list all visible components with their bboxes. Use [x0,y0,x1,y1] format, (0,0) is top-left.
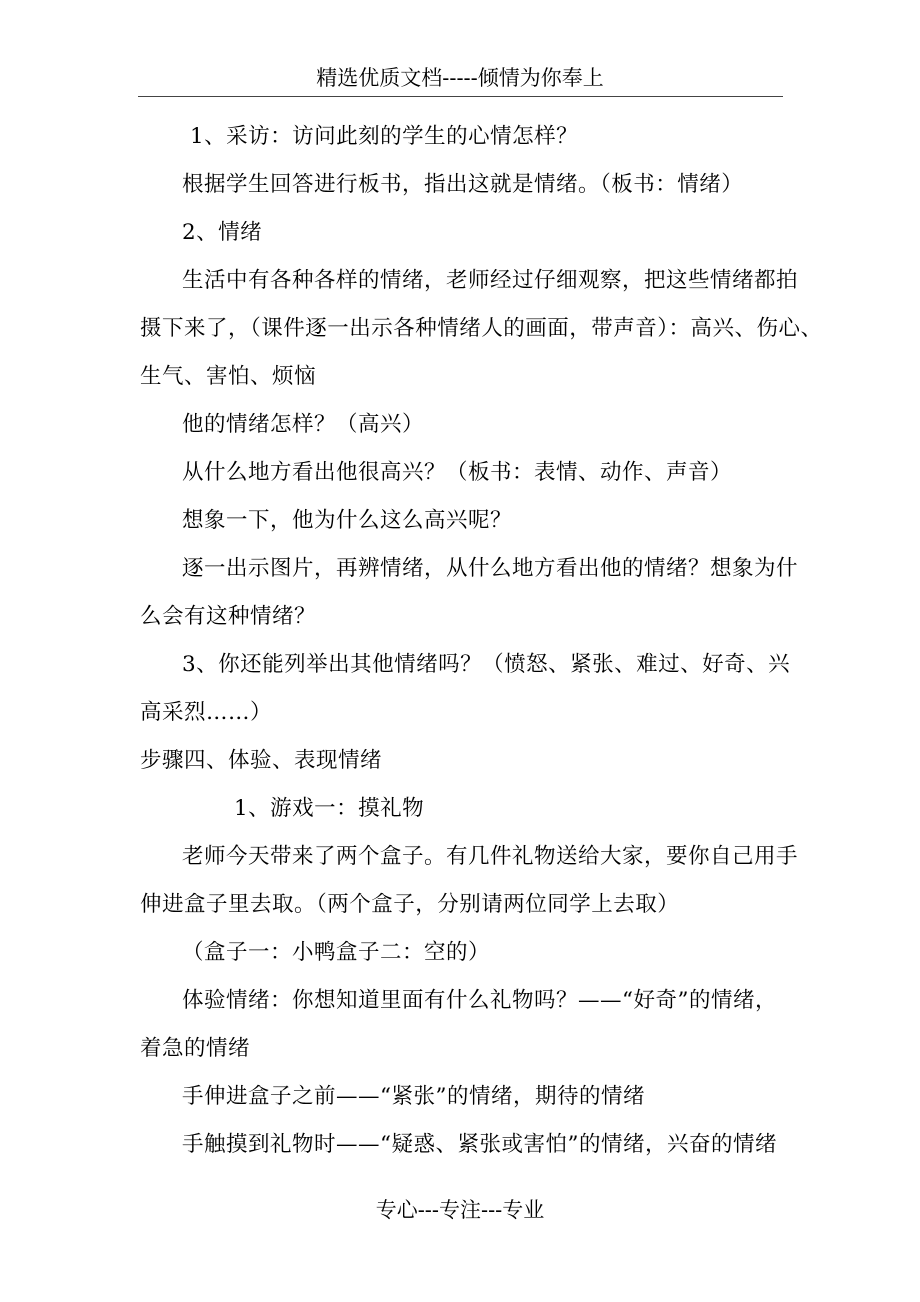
text-line: 高采烈……） [140,700,273,725]
text-line: 生活中有各种各样的情绪，老师经过仔细观察，把这些情绪都拍 [182,268,799,293]
text-line: 从什么地方看出他很高兴？（板书：表情、动作、声音） [182,460,733,485]
header-divider [138,96,783,97]
text-line: 想象一下，他为什么这么高兴呢？ [182,508,513,533]
section-heading: 步骤四、体验、表现情绪 [140,748,383,773]
text-line: 手伸进盒子之前——“紧张”的情绪，期待的情绪 [182,1084,645,1109]
text-line: 手触摸到礼物时——“疑惑、紧张或害怕”的情绪，兴奋的情绪 [182,1132,777,1157]
page-header: 精选优质文档-----倾情为你奉上 [316,66,604,90]
text-line: 生气、害怕、烦恼 [140,364,317,389]
text-line: 伸进盒子里去取。（两个盒子，分别请两位同学上去取） [140,892,680,917]
text-line: 1、采访：访问此刻的学生的心情怎样？ [190,124,579,149]
page-footer: 专心---专注---专业 [375,1198,545,1222]
text-line: （盒子一：小鸭盒子二：空的） [182,940,491,965]
text-line: 着急的情绪 [140,1036,251,1061]
text-line: 摄下来了，（课件逐一出示各种情绪人的画面，带声音）：高兴、伤心、 [140,316,823,341]
text-line: 他的情绪怎样？（高兴） [182,412,425,437]
text-line: 么会有这种情绪？ [140,604,317,629]
text-line: 逐一出示图片，再辨情绪，从什么地方看出他的情绪？想象为什 [182,556,799,581]
text-line: 根据学生回答进行板书，指出这就是情绪。（板书：情绪） [182,172,744,197]
text-line: 1、游戏一：摸礼物 [234,796,425,821]
text-line: 老师今天带来了两个盒子。有几件礼物送给大家，要你自己用手 [182,844,799,869]
text-line: 2、情绪 [182,220,263,245]
text-line: 3、你还能列举出其他情绪吗？（愤怒、紧张、难过、好奇、兴 [182,652,791,677]
text-line: 体验情绪：你想知道里面有什么礼物吗？——“好奇”的情绪， [182,988,777,1013]
